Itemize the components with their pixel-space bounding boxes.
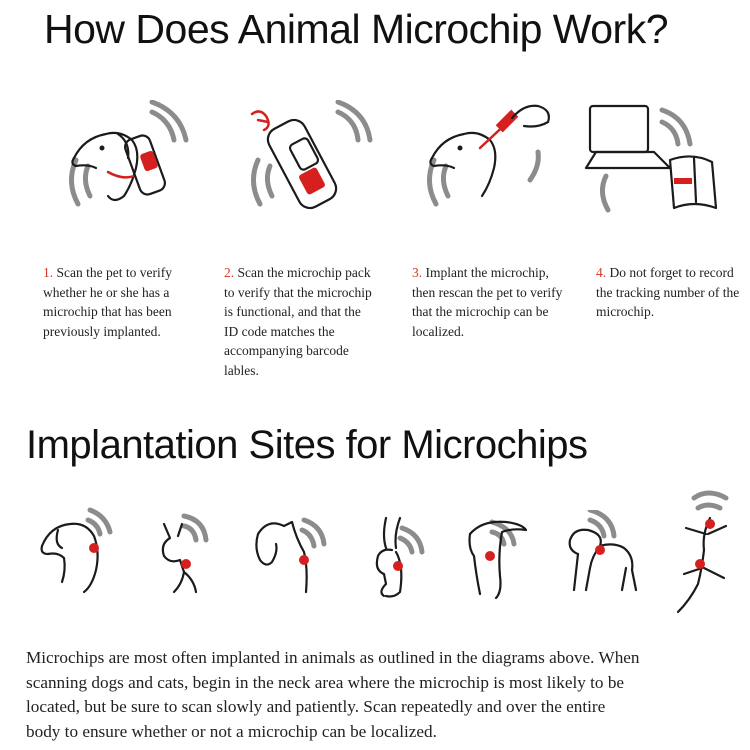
step-1-text: [43, 263, 203, 341]
step-number: 4.: [596, 265, 607, 280]
sites-description: Microchips are most often implanted in animals as outlined in the diagrams above. When scanning dogs and cats, begin in the neck area where the microchip is most likely to be located, but be sure to scan slowly and patiently. Scan repeatedly and over the entire body to ensure whether or not a microchip can be localized.: [26, 648, 640, 741]
step-description: Do not forget to record the tracking number of the microchip.: [596, 265, 740, 319]
bird-site-icon: [462, 514, 532, 600]
horse-site-icon: [248, 512, 338, 598]
microchip-pack-scanner-icon: [242, 100, 382, 225]
step-description: Scan the pet to verify whether he or she has a microchip that has been previously implanted.: [43, 265, 172, 339]
dog-scanner-icon: [62, 100, 202, 225]
monkey-site-icon: [560, 510, 650, 596]
section-title: Implantation Sites for Microchips: [26, 423, 588, 467]
step-3-text: [412, 263, 582, 341]
step-number: 3.: [412, 265, 423, 280]
dog-site-icon: [36, 506, 126, 596]
implant-syringe-icon: [420, 100, 560, 225]
step-4-text: [596, 263, 748, 322]
step-description: Implant the microchip, then rescan the pet to verify that the microchip can be localized.: [412, 265, 563, 339]
lizard-site-icon: [668, 488, 746, 618]
step-2-text: [224, 263, 394, 380]
rabbit-site-icon: [364, 512, 434, 598]
page-title: How Does Animal Microchip Work?: [44, 6, 669, 52]
cat-site-icon: [152, 510, 232, 596]
laptop-record-book-icon: [584, 100, 734, 225]
step-description: Scan the microchip pack to verify that the microchip is functional, and that the ID code matches the accompanying barcode lables.: [224, 265, 372, 378]
step-number: 1.: [43, 265, 54, 280]
step-number: 2.: [224, 265, 235, 280]
